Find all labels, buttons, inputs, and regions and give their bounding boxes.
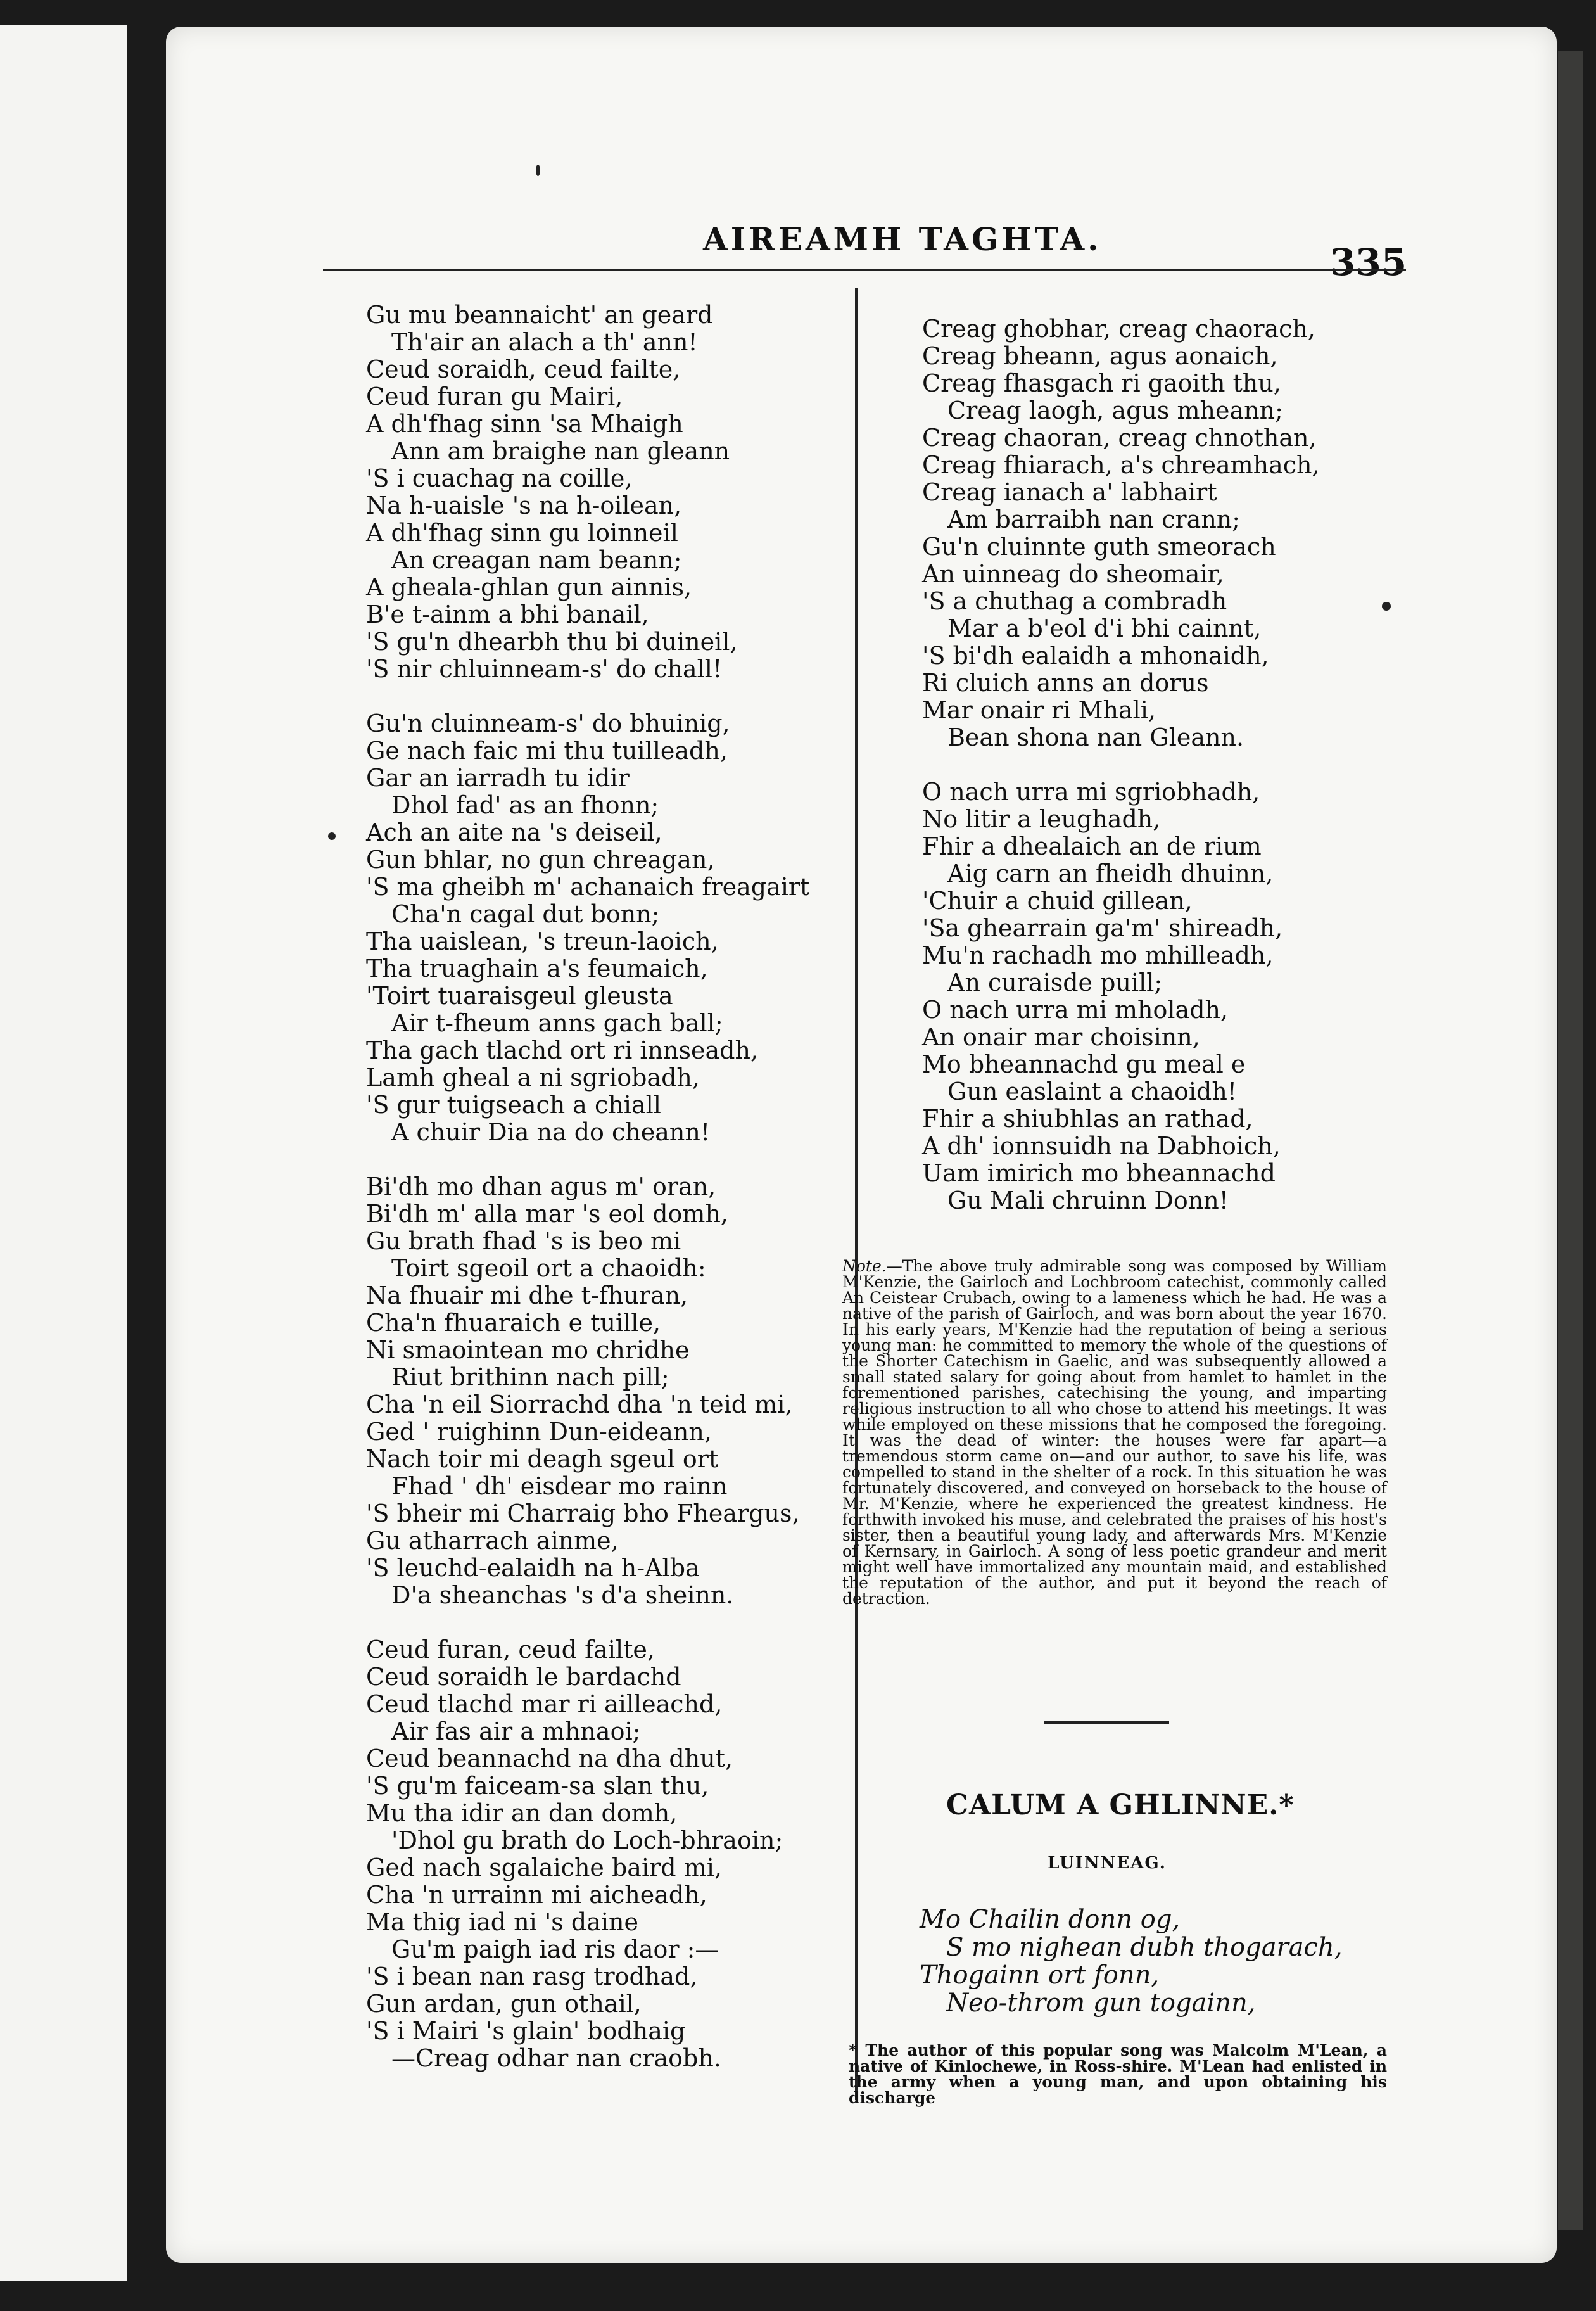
verse-line: Gu'n cluinnte guth smeorach (922, 533, 1276, 561)
note-text: —The above truly admirable song was composed by William M'Kenzie, the Gairloch and Lochbroom catechist, commonly called An Ceistear Crubach, owing to a lameness which he had. He was a native of the parish of Gairloch, and was born about the year 1670. In his early years, M'Kenzie had the reputation of being a serious young man: he committed to memory the whole of the questions of the Shorter Catechism in Gaelic, and was subsequently allowed a small stated salary for going about from hamlet to hamlet in the forementioned parishes, catechising the young, and imparting religious instruction to all who chose to attend his meetings. It was while employed on these missions that he composed the foregoing. It was the dead of winter: the houses were far apart—a tremendous storm came on—and our author, to save his life, was compelled to stand in the shelter of a rock. In this situation he was fortunately discovered, and conveyed on horseback to the house of Mr. M'Kenzie, where he experienced the greatest kindness. He forthwith invoked his muse, and celebrated the praises of his host's sister, then a beautiful young lady, and afterwards Mrs. M'Kenzie of Kernsary, in Gairloch. A song of less poetic grandeur and merit might well have immortalized any mountain maid, and established the reputation of the author, and put it beyond the reach of detraction. (842, 1257, 1387, 1608)
verse-line: Toirt sgeoil ort a chaoidh: (391, 1254, 706, 1282)
verse-line: Creag fhasgach ri gaoith thu, (922, 369, 1281, 397)
editorial-note (842, 1258, 1387, 1607)
ink-speck (328, 832, 336, 840)
adjacent-page-edge (0, 25, 127, 2281)
verse-line: 'S ma gheibh m' achanaich freagairt (366, 873, 810, 901)
verse-line: Fhir a dhealaich an de rium (922, 832, 1262, 860)
right-verse-column (922, 315, 1365, 1242)
verse-line: Na h-uaisle 's na h-oilean, (366, 492, 682, 519)
stanza (366, 1173, 835, 1609)
stanza (366, 302, 835, 683)
ink-speck (536, 165, 540, 176)
verse-line: Uam imirich mo bheannachd (922, 1159, 1276, 1187)
verse-line: Ach an aite na 's deiseil, (366, 818, 662, 846)
verse-line: Gu Mali chruinn Donn! (947, 1187, 1229, 1214)
verse-line: Aig carn an fheidh dhuinn, (947, 860, 1274, 888)
verse-line: Gu brath fhad 's is beo mi (366, 1227, 681, 1255)
verse-line: Gu atharrach ainme, (366, 1527, 619, 1555)
verse-line: 'Dhol gu brath do Loch-bhraoin; (391, 1826, 783, 1854)
verse-line: Cha'n fhuaraich e tuille, (366, 1309, 661, 1337)
verse-line: Mo bheannachd gu meal e (922, 1050, 1246, 1078)
verse-line: 'S leuchd-ealaidh na h-Alba (366, 1554, 700, 1582)
verse-line: 'S i Mairi 's glain' bodhaig (366, 2017, 686, 2045)
verse-line: Ma thig iad ni 's daine (366, 1908, 638, 1936)
stanza (366, 710, 835, 1146)
verse-line: Bean shona nan Gleann. (947, 723, 1244, 751)
verse-line: O nach urra mi mholadh, (922, 996, 1229, 1024)
verse-line: Cha 'n urrainn mi aicheadh, (366, 1881, 707, 1909)
verse-line: Tha uaislean, 's treun-laoich, (366, 927, 719, 955)
verse-line: A dh'fhag sinn gu loinneil (366, 519, 678, 547)
verse-line: Nach toir mi deagh sgeul ort (366, 1445, 719, 1473)
stanza (922, 315, 1365, 751)
verse-line: No litir a leughadh, (922, 805, 1161, 833)
verse-line: 'S gu'n dhearbh thu bi duineil, (366, 628, 738, 656)
section-rule (1044, 1721, 1169, 1724)
verse-line: Cha'n cagal dut bonn; (391, 900, 660, 928)
verse-line: Ged ' ruighinn Dun-eideann, (366, 1418, 712, 1446)
song-subtitle: LUINNEAG. (1048, 1854, 1167, 1873)
verse-line: D'a sheanchas 's d'a sheinn. (391, 1581, 734, 1609)
verse-line: 'S i bean nan rasg trodhad, (366, 1963, 698, 1990)
verse-line: Ceud furan, ceud failte, (366, 1636, 655, 1664)
header-rule (323, 269, 1406, 271)
verse-line: A dh' ionnsuidh na Dabhoich, (922, 1132, 1281, 1160)
verse-line: Bi'dh mo dhan agus m' oran, (366, 1173, 716, 1200)
verse-line: Na fhuair mi dhe t-fhuran, (366, 1282, 688, 1309)
verse-line: 'S bheir mi Charraig bho Fheargus, (366, 1499, 800, 1527)
chorus-line: Neo-throm gun togainn, (946, 1989, 1256, 2018)
chorus-line: Thogainn ort fonn, (920, 1961, 1160, 1990)
verse-line: Ged nach sgalaiche baird mi, (366, 1854, 722, 1881)
verse-line: 'S bi'dh ealaidh a mhonaidh, (922, 642, 1269, 670)
verse-line: Cha 'n eil Siorrachd dha 'n teid mi, (366, 1391, 793, 1418)
verse-line: Mu tha idir an dan domh, (366, 1799, 678, 1827)
verse-line: Ri cluich anns an dorus (922, 669, 1209, 697)
chorus-line: S mo nighean dubh thogarach, (946, 1933, 1343, 1962)
verse-line: A gheala-ghlan gun ainnis, (366, 573, 692, 601)
verse-line: 'Sa ghearrain ga'm' shireadh, (922, 914, 1283, 942)
chorus-line: Mo Chailin donn og, (920, 1905, 1181, 1934)
verse-line: A chuir Dia na do cheann! (391, 1118, 711, 1146)
verse-line: —Creag odhar nan craobh. (391, 2044, 721, 2072)
verse-line: B'e t-ainm a bhi banail, (366, 601, 649, 628)
verse-line: Mu'n rachadh mo mhilleadh, (922, 941, 1274, 969)
column-divider (855, 288, 858, 2100)
verse-line: 'S gur tuigseach a chiall (366, 1091, 661, 1119)
song-title: CALUM A GHLINNE.* (946, 1789, 1295, 1821)
stanza (922, 779, 1365, 1214)
verse-line: 'S i cuachag na coille, (366, 464, 633, 492)
verse-line: Gu mu beannaicht' an geard (366, 301, 713, 329)
verse-line: Lamh gheal a ni sgriobadh, (366, 1064, 700, 1092)
verse-line: 'S nir chluinneam-s' do chall! (366, 655, 723, 683)
ink-speck (1382, 602, 1391, 611)
verse-line: Bi'dh m' alla mar 's eol domh, (366, 1200, 729, 1228)
verse-line: Tha truaghain a's feumaich, (366, 955, 708, 983)
verse-line: An curaisde puill; (947, 969, 1163, 996)
verse-line: 'S a chuthag a combradh (922, 587, 1227, 615)
verse-line: Creag ghobhar, creag chaorach, (922, 315, 1316, 343)
verse-line: An creagan nam beann; (391, 546, 682, 574)
verse-line: 'Chuir a chuid gillean, (922, 887, 1193, 915)
verse-line: Am barraibh nan crann; (947, 506, 1241, 533)
verse-line: Gun easlaint a chaoidh! (947, 1078, 1238, 1105)
verse-line: Ceud furan gu Mairi, (366, 383, 623, 411)
verse-line: Air fas air a mhnaoi; (391, 1717, 641, 1745)
verse-line: Ceud soraidh, ceud failte, (366, 355, 681, 383)
verse-line: Creag fhiarach, a's chreamhach, (922, 451, 1320, 479)
stanza (366, 1636, 835, 2072)
verse-line: 'S gu'm faiceam-sa slan thu, (366, 1772, 709, 1800)
verse-line: An onair mar choisinn, (922, 1023, 1200, 1051)
left-verse-column (366, 302, 835, 2099)
verse-line: Fhad ' dh' eisdear mo rainn (391, 1472, 728, 1500)
page-number: 335 (1330, 241, 1407, 284)
verse-line: 'Toirt tuaraisgeul gleusta (366, 982, 673, 1010)
verse-line: Fhir a shiubhlas an rathad, (922, 1105, 1253, 1133)
book-fore-edge (1558, 51, 1583, 2230)
verse-line: Gu'n cluinneam-s' do bhuinig, (366, 710, 730, 737)
chorus-verse (920, 1906, 1401, 2017)
verse-line: Ann am braighe nan gleann (391, 437, 730, 465)
verse-line: Gun bhlar, no gun chreagan, (366, 846, 715, 874)
verse-line: Creag chaoran, creag chnothan, (922, 424, 1317, 452)
footnote: * The author of this popular song was Malcolm M'Lean, a native of Kinlochewe, in Ross-shire. M'Lean had enlisted in the army when a young man, and upon obtaining his discharge (849, 2041, 1387, 2107)
verse-line: An uinneag do sheomair, (922, 560, 1224, 588)
verse-line: Air t-fheum anns gach ball; (391, 1009, 723, 1037)
verse-line: Ceud beannachd na dha dhut, (366, 1745, 733, 1773)
verse-line: Mar onair ri Mhali, (922, 696, 1156, 724)
verse-line: Creag ianach a' labhairt (922, 478, 1217, 506)
verse-line: Tha gach tlachd ort ri innseadh, (366, 1036, 759, 1064)
verse-line: Gar an iarradh tu idir (366, 764, 630, 792)
verse-line: Gun ardan, gun othail, (366, 1990, 642, 2018)
verse-line: Ge nach faic mi thu tuilleadh, (366, 737, 728, 765)
verse-line: Th'air an alach a th' ann! (391, 328, 698, 356)
verse-line: Mar a b'eol d'i bhi cainnt, (947, 614, 1262, 642)
verse-line: Gu'm paigh iad ris daor :— (391, 1935, 719, 1963)
verse-line: Ceud soraidh le bardachd (366, 1663, 681, 1691)
verse-line: Creag laogh, agus mheann; (947, 397, 1283, 424)
verse-line: A dh'fhag sinn 'sa Mhaigh (366, 410, 683, 438)
verse-line: Ni smaointean mo chridhe (366, 1336, 690, 1364)
running-title: AIREAMH TAGHTA. (703, 220, 1102, 258)
verse-line: Ceud tlachd mar ri ailleachd, (366, 1690, 723, 1718)
verse-line: Dhol fad' as an fhonn; (391, 791, 659, 819)
verse-line: Creag bheann, agus aonaich, (922, 342, 1278, 370)
verse-line: Riut brithinn nach pill; (391, 1363, 669, 1391)
note-lead: Note. (842, 1257, 887, 1275)
verse-line: O nach urra mi sgriobhadh, (922, 778, 1260, 806)
